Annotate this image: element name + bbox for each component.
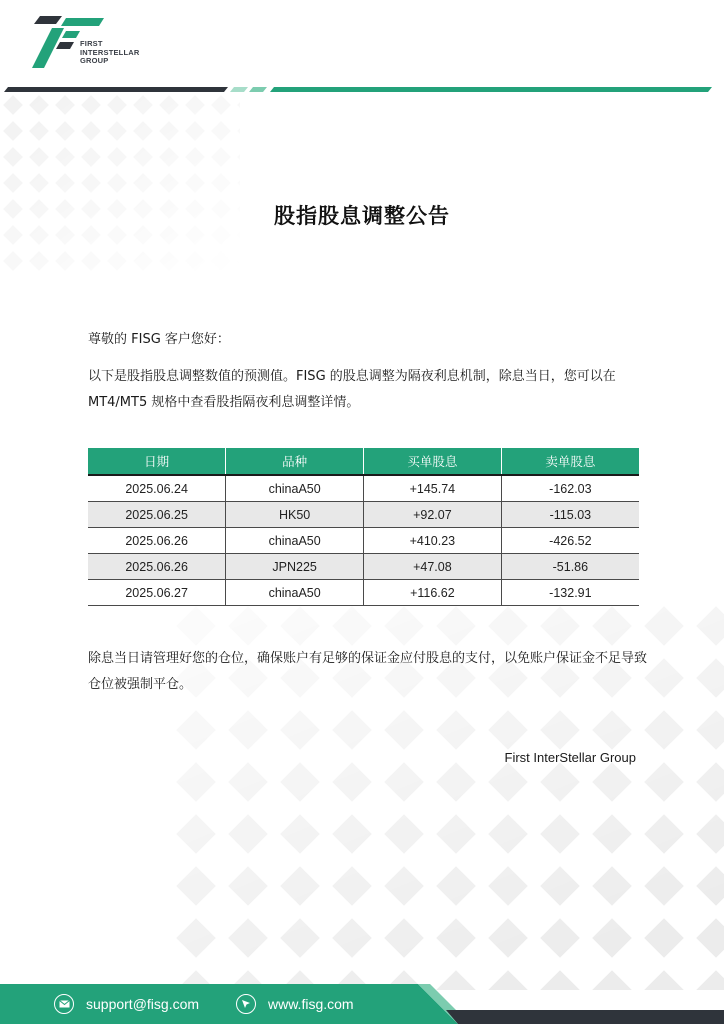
cell-symbol: chinaA50 <box>226 475 364 502</box>
cell-sell-dividend: -51.86 <box>501 554 639 580</box>
mail-icon <box>54 994 74 1014</box>
table-header-row <box>88 448 639 475</box>
logo-wordmark <box>80 40 139 66</box>
cell-sell-dividend: -162.03 <box>501 475 639 502</box>
cell-sell-dividend: -132.91 <box>501 580 639 606</box>
cell-date: 2025.06.24 <box>88 475 226 502</box>
cell-date: 2025.06.26 <box>88 554 226 580</box>
cell-sell-dividend: -426.52 <box>501 528 639 554</box>
footer-website[interactable] <box>236 993 354 1015</box>
footer-email[interactable] <box>54 993 199 1015</box>
cell-buy-dividend: +410.23 <box>364 528 502 554</box>
cell-symbol: chinaA50 <box>226 580 364 606</box>
cell-date: 2025.06.27 <box>88 580 226 606</box>
cell-buy-dividend: +47.08 <box>364 554 502 580</box>
column-header-sell-dividend: 卖单股息 <box>501 448 639 475</box>
footer-website-link[interactable]: www.fisg.com <box>268 996 354 1012</box>
logo-line-2: INTERSTELLAR <box>80 47 140 57</box>
dividend-table <box>88 448 639 606</box>
table-row <box>88 580 639 606</box>
closing-paragraph: 除息当日请管理好您的仓位，确保账户有足够的保证金应付股息的支付，以免账户保证金不足导致仓位被强制平仓。 <box>88 651 648 692</box>
column-header-date: 日期 <box>88 448 226 475</box>
logo-line-1: FIRST <box>80 39 103 48</box>
column-header-buy-dividend: 买单股息 <box>364 448 502 475</box>
cursor-icon <box>236 994 256 1014</box>
cell-buy-dividend: +116.62 <box>364 580 502 606</box>
greeting-text: 尊敬的 FISG 客户您好： <box>88 332 230 347</box>
column-header-symbol: 品种 <box>226 448 364 475</box>
cell-buy-dividend: +92.07 <box>364 502 502 528</box>
cell-sell-dividend: -115.03 <box>501 502 639 528</box>
logo-line-3: GROUP <box>80 56 109 65</box>
table-row <box>88 502 639 528</box>
table-row <box>88 554 639 580</box>
cell-symbol: chinaA50 <box>226 528 364 554</box>
cell-symbol: HK50 <box>226 502 364 528</box>
table-row <box>88 475 639 502</box>
cell-date: 2025.06.25 <box>88 502 226 528</box>
page-title: 股指股息调整公告 <box>274 204 450 228</box>
table-row <box>88 528 639 554</box>
diamond-pattern-top <box>0 92 240 272</box>
signature: First InterStellar Group <box>504 750 636 765</box>
cell-buy-dividend: +145.74 <box>364 475 502 502</box>
header-divider <box>0 85 724 95</box>
intro-paragraph: 以下是股指股息调整数值的预测值。FISG 的股息调整为隔夜利息机制，除息当日，您可以在 MT4/MT5 规格中查看股指隔夜利息调整详情。 <box>88 369 616 410</box>
cell-date: 2025.06.26 <box>88 528 226 554</box>
cell-symbol: JPN225 <box>226 554 364 580</box>
footer-email-link[interactable]: support@fisg.com <box>86 996 200 1012</box>
